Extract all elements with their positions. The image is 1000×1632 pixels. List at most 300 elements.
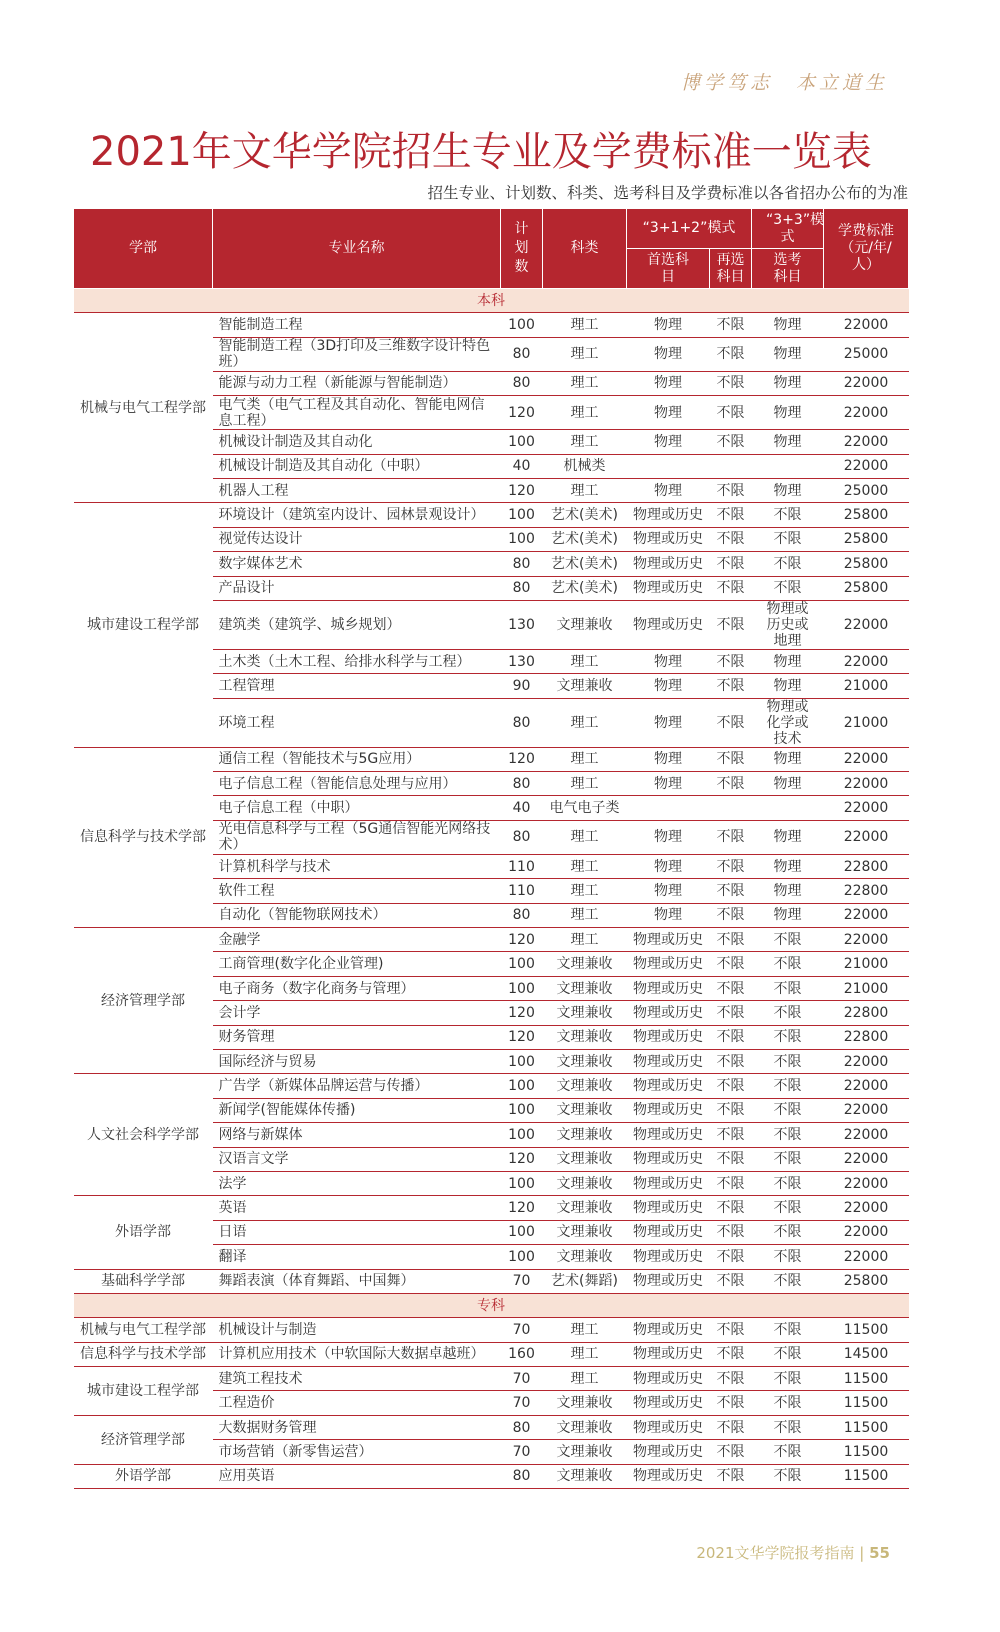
fee-cell: 25000 [824,337,909,371]
second-subject-cell: 不限 [710,1171,752,1195]
section-label: 本科 [74,289,909,313]
fee-cell: 22000 [824,1049,909,1073]
major-cell: 新闻学(智能媒体传播) [213,1098,501,1122]
second-subject-cell: 不限 [710,820,752,854]
first-subject-cell: 物理或历史 [627,503,710,527]
first-subject-cell: 物理或历史 [627,1098,710,1122]
table-body [74,289,909,1489]
col-header-first: 首选科目 [627,249,710,289]
elective-cell: 物理 [752,772,824,796]
elective-cell: 物理 [752,854,824,878]
plan-cell: 80 [501,772,543,796]
major-cell: 电子信息工程（中职） [213,796,501,820]
second-subject-cell: 不限 [710,430,752,454]
fee-cell: 22000 [824,396,909,430]
first-subject-cell: 物理或历史 [627,1415,710,1439]
major-cell: 工程管理 [213,674,501,698]
fee-cell: 22000 [824,600,909,649]
footer-separator: | [859,1544,865,1562]
first-subject-cell: 物理 [627,674,710,698]
plan-cell: 80 [501,552,543,576]
plan-cell: 160 [501,1342,543,1366]
second-subject-cell: 不限 [710,674,752,698]
category-cell: 文理兼收 [543,1220,627,1244]
table-row [74,1269,909,1293]
second-subject-cell: 不限 [710,1196,752,1220]
col-header-second: 再选科目 [710,249,752,289]
first-subject-cell: 物理或历史 [627,1049,710,1073]
dept-cell: 人文社会科学学部 [74,1074,213,1196]
category-cell: 理工 [543,1342,627,1366]
second-subject-cell: 不限 [710,552,752,576]
dept-cell: 经济管理学部 [74,928,213,1074]
first-subject-cell: 物理 [627,903,710,927]
fee-cell: 22000 [824,313,909,337]
major-cell: 广告学（新媒体品牌运营与传播） [213,1074,501,1098]
plan-cell: 80 [501,576,543,600]
first-subject-cell: 物理 [627,698,710,747]
page-subtitle: 招生专业、计划数、科类、选考科目及学费标准以各省招办公布的为准 [427,184,908,202]
major-cell: 工程造价 [213,1391,501,1415]
major-cell: 数字媒体艺术 [213,552,501,576]
second-subject-cell: 不限 [710,478,752,502]
first-subject-cell: 物理或历史 [627,1001,710,1025]
first-subject-cell: 物理 [627,430,710,454]
plan-cell: 70 [501,1318,543,1342]
first-subject-cell: 物理或历史 [627,1245,710,1269]
second-subject-cell: 不限 [710,1220,752,1244]
dept-cell: 基础科学学部 [74,1269,213,1293]
category-cell: 文理兼收 [543,976,627,1000]
first-subject-cell: 物理或历史 [627,1269,710,1293]
major-cell: 光电信息科学与工程（5G通信智能光网络技术） [213,820,501,854]
category-cell: 艺术(美术) [543,503,627,527]
second-subject-cell: 不限 [710,1391,752,1415]
plan-cell: 100 [501,1171,543,1195]
plan-cell: 120 [501,478,543,502]
first-subject-cell: 物理或历史 [627,552,710,576]
first-subject-cell: 物理 [627,649,710,673]
section-row [74,289,909,313]
table-row [74,747,909,771]
plan-cell: 130 [501,600,543,649]
second-subject-cell: 不限 [710,747,752,771]
category-cell: 理工 [543,903,627,927]
fee-cell: 22000 [824,928,909,952]
fee-cell: 25800 [824,503,909,527]
major-cell: 计算机科学与技术 [213,854,501,878]
major-cell: 财务管理 [213,1025,501,1049]
second-subject-cell: 不限 [710,1440,752,1464]
first-subject-cell: 物理或历史 [627,1391,710,1415]
major-cell: 能源与动力工程（新能源与智能制造） [213,371,501,395]
major-cell: 环境工程 [213,698,501,747]
category-cell: 文理兼收 [543,1245,627,1269]
fee-cell: 25800 [824,552,909,576]
category-cell: 理工 [543,396,627,430]
major-cell: 电子商务（数字化商务与管理） [213,976,501,1000]
first-subject-cell: 物理或历史 [627,576,710,600]
first-subject-cell: 物理或历史 [627,1025,710,1049]
fee-cell: 22000 [824,454,909,478]
elective-cell: 不限 [752,928,824,952]
page-footer [696,1542,890,1563]
plan-cell: 100 [501,430,543,454]
elective-cell: 不限 [752,1464,824,1488]
category-cell: 文理兼收 [543,1440,627,1464]
major-cell: 智能制造工程（3D打印及三维数字设计特色班） [213,337,501,371]
second-subject-cell: 不限 [710,1025,752,1049]
elective-cell: 物理 [752,903,824,927]
second-subject-cell: 不限 [710,879,752,903]
plan-cell: 70 [501,1440,543,1464]
category-cell: 理工 [543,478,627,502]
fee-cell: 22000 [824,903,909,927]
motto: 博学笃志 本立道生 [680,72,888,94]
dept-cell: 城市建设工程学部 [74,1367,213,1416]
second-subject-cell: 不限 [710,1464,752,1488]
table-row [74,1342,909,1366]
first-subject-cell: 物理或历史 [627,527,710,551]
elective-cell: 不限 [752,503,824,527]
elective-cell: 物理或历史或地理 [752,600,824,649]
second-subject-cell: 不限 [710,976,752,1000]
category-cell: 理工 [543,337,627,371]
major-cell: 智能制造工程 [213,313,501,337]
plan-cell: 90 [501,674,543,698]
category-cell: 理工 [543,698,627,747]
second-subject-cell: 不限 [710,1269,752,1293]
first-subject-cell: 物理或历史 [627,1367,710,1391]
category-cell: 文理兼收 [543,1147,627,1171]
col-header-plan: 计划数 [501,209,543,289]
category-cell: 艺术(美术) [543,576,627,600]
elective-cell: 物理 [752,820,824,854]
second-subject-cell: 不限 [710,576,752,600]
category-cell: 理工 [543,747,627,771]
plan-cell: 100 [501,1049,543,1073]
category-cell: 艺术(舞蹈) [543,1269,627,1293]
fee-cell: 22800 [824,1025,909,1049]
plan-cell: 100 [501,1123,543,1147]
major-cell: 机械设计制造及其自动化（中职） [213,454,501,478]
plan-cell: 70 [501,1367,543,1391]
first-subject-cell: 物理或历史 [627,600,710,649]
major-cell: 视觉传达设计 [213,527,501,551]
elective-cell: 不限 [752,952,824,976]
category-cell: 文理兼收 [543,1415,627,1439]
fee-cell: 22800 [824,879,909,903]
fee-cell: 22000 [824,820,909,854]
elective-cell: 不限 [752,576,824,600]
category-cell: 文理兼收 [543,952,627,976]
col-header-major: 专业名称 [213,209,501,289]
category-cell: 文理兼收 [543,1196,627,1220]
fee-cell: 22000 [824,1074,909,1098]
second-subject-cell: 不限 [710,396,752,430]
major-cell: 舞蹈表演（体育舞蹈、中国舞） [213,1269,501,1293]
dept-cell: 外语学部 [74,1196,213,1269]
second-subject-cell: 不限 [710,1098,752,1122]
major-cell: 英语 [213,1196,501,1220]
category-cell: 理工 [543,879,627,903]
fee-cell: 25800 [824,576,909,600]
second-subject-cell: 不限 [710,1415,752,1439]
plan-cell: 70 [501,1391,543,1415]
fee-cell: 11500 [824,1415,909,1439]
elective-cell: 物理或化学或技术 [752,698,824,747]
elective-cell: 不限 [752,1074,824,1098]
elective-cell: 物理 [752,649,824,673]
dept-cell: 信息科学与技术学部 [74,1342,213,1366]
fee-cell: 22000 [824,1147,909,1171]
plan-cell: 110 [501,854,543,878]
plan-cell: 100 [501,1074,543,1098]
plan-cell: 40 [501,454,543,478]
category-cell: 理工 [543,1318,627,1342]
plan-cell: 110 [501,879,543,903]
elective-cell: 不限 [752,1025,824,1049]
table-row [74,1367,909,1391]
elective-cell: 不限 [752,1391,824,1415]
first-subject-cell [627,796,710,820]
category-cell: 理工 [543,430,627,454]
first-subject-cell: 物理 [627,772,710,796]
fee-cell: 22000 [824,1245,909,1269]
plan-cell: 80 [501,820,543,854]
plan-cell: 120 [501,396,543,430]
plan-cell: 120 [501,1001,543,1025]
elective-cell: 不限 [752,1367,824,1391]
col-header-fee: 学费标准（元/年/人） [824,209,909,289]
second-subject-cell: 不限 [710,1049,752,1073]
first-subject-cell: 物理或历史 [627,1123,710,1147]
second-subject-cell: 不限 [710,600,752,649]
elective-cell: 物理 [752,396,824,430]
second-subject-cell: 不限 [710,1074,752,1098]
category-cell: 文理兼收 [543,600,627,649]
plan-cell: 80 [501,903,543,927]
elective-cell: 不限 [752,1171,824,1195]
first-subject-cell: 物理或历史 [627,1440,710,1464]
first-subject-cell: 物理或历史 [627,952,710,976]
dept-cell: 机械与电气工程学部 [74,1318,213,1342]
category-cell: 理工 [543,854,627,878]
dept-cell: 经济管理学部 [74,1415,213,1464]
col-header-mode312: “3+1+2”模式 [627,209,752,249]
first-subject-cell: 物理或历史 [627,1220,710,1244]
plan-cell: 80 [501,1415,543,1439]
fee-cell: 22000 [824,1220,909,1244]
elective-cell: 不限 [752,1123,824,1147]
table-row [74,928,909,952]
first-subject-cell: 物理或历史 [627,1342,710,1366]
major-cell: 国际经济与贸易 [213,1049,501,1073]
major-cell: 产品设计 [213,576,501,600]
fee-cell: 11500 [824,1318,909,1342]
fee-cell: 21000 [824,698,909,747]
col-header-category: 科类 [543,209,627,289]
major-cell: 会计学 [213,1001,501,1025]
elective-cell: 不限 [752,1049,824,1073]
second-subject-cell: 不限 [710,698,752,747]
category-cell: 艺术(美术) [543,527,627,551]
category-cell: 理工 [543,313,627,337]
major-cell: 软件工程 [213,879,501,903]
category-cell: 文理兼收 [543,1025,627,1049]
fee-cell: 11500 [824,1367,909,1391]
plan-cell: 80 [501,1464,543,1488]
plan-cell: 120 [501,1147,543,1171]
elective-cell: 不限 [752,527,824,551]
category-cell: 文理兼收 [543,1464,627,1488]
fee-cell: 22000 [824,1123,909,1147]
plan-cell: 100 [501,313,543,337]
fee-cell: 22000 [824,649,909,673]
major-cell: 建筑工程技术 [213,1367,501,1391]
elective-cell: 物理 [752,371,824,395]
fee-cell: 22000 [824,430,909,454]
fee-cell: 22800 [824,1001,909,1025]
category-cell: 理工 [543,772,627,796]
table-row [74,1415,909,1439]
category-cell: 艺术(美术) [543,552,627,576]
major-cell: 网络与新媒体 [213,1123,501,1147]
fee-cell: 22000 [824,1196,909,1220]
fee-cell: 22000 [824,772,909,796]
major-cell: 工商管理(数字化企业管理) [213,952,501,976]
col-header-elective: 选考科目 [752,249,824,289]
elective-cell [752,796,824,820]
footer-guide-title: 2021文华学院报考指南 [696,1544,855,1562]
elective-cell: 不限 [752,1220,824,1244]
table-row [74,503,909,527]
table-header [74,209,909,289]
second-subject-cell: 不限 [710,1318,752,1342]
first-subject-cell: 物理或历史 [627,1147,710,1171]
fee-cell: 22000 [824,796,909,820]
fee-cell: 25800 [824,1269,909,1293]
major-cell: 计算机应用技术（中软国际大数据卓越班） [213,1342,501,1366]
plan-cell: 80 [501,337,543,371]
major-cell: 机械设计制造及其自动化 [213,430,501,454]
second-subject-cell: 不限 [710,1001,752,1025]
plan-cell: 100 [501,1220,543,1244]
elective-cell: 物理 [752,478,824,502]
elective-cell: 物理 [752,747,824,771]
second-subject-cell: 不限 [710,1245,752,1269]
category-cell: 文理兼收 [543,1001,627,1025]
elective-cell: 不限 [752,1318,824,1342]
elective-cell: 不限 [752,1147,824,1171]
first-subject-cell: 物理或历史 [627,1196,710,1220]
major-cell: 日语 [213,1220,501,1244]
first-subject-cell: 物理或历史 [627,976,710,1000]
fee-cell: 21000 [824,976,909,1000]
section-row [74,1293,909,1317]
category-cell: 文理兼收 [543,674,627,698]
category-cell: 理工 [543,820,627,854]
fee-cell: 25800 [824,527,909,551]
category-cell: 文理兼收 [543,1171,627,1195]
second-subject-cell [710,454,752,478]
elective-cell: 不限 [752,976,824,1000]
elective-cell: 不限 [752,552,824,576]
first-subject-cell: 物理或历史 [627,1171,710,1195]
category-cell: 文理兼收 [543,1074,627,1098]
table-row [74,313,909,337]
major-cell: 汉语言文学 [213,1147,501,1171]
fee-cell: 11500 [824,1440,909,1464]
page-title: 2021年文华学院招生专业及学费标准一览表 [90,129,872,175]
dept-cell: 机械与电气工程学部 [74,313,213,503]
fee-cell: 11500 [824,1391,909,1415]
elective-cell: 不限 [752,1415,824,1439]
second-subject-cell: 不限 [710,503,752,527]
plan-cell: 120 [501,928,543,952]
first-subject-cell [627,454,710,478]
fee-cell: 22000 [824,371,909,395]
plan-cell: 120 [501,1196,543,1220]
major-cell: 大数据财务管理 [213,1415,501,1439]
second-subject-cell: 不限 [710,854,752,878]
plan-cell: 130 [501,649,543,673]
major-cell: 土木类（土木工程、给排水科学与工程） [213,649,501,673]
elective-cell: 不限 [752,1001,824,1025]
second-subject-cell: 不限 [710,337,752,371]
major-cell: 环境设计（建筑室内设计、园林景观设计） [213,503,501,527]
fee-cell: 11500 [824,1464,909,1488]
first-subject-cell: 物理或历史 [627,1464,710,1488]
second-subject-cell: 不限 [710,371,752,395]
plan-cell: 120 [501,1025,543,1049]
fee-cell: 22000 [824,1098,909,1122]
major-cell: 建筑类（建筑学、城乡规划） [213,600,501,649]
major-cell: 电子信息工程（智能信息处理与应用） [213,772,501,796]
second-subject-cell: 不限 [710,1147,752,1171]
first-subject-cell: 物理 [627,879,710,903]
col-header-dept: 学部 [74,209,213,289]
plan-cell: 40 [501,796,543,820]
category-cell: 文理兼收 [543,1123,627,1147]
category-cell: 文理兼收 [543,1391,627,1415]
first-subject-cell: 物理或历史 [627,1318,710,1342]
elective-cell: 物理 [752,337,824,371]
second-subject-cell: 不限 [710,772,752,796]
admissions-table [73,208,909,1489]
major-cell: 市场营销（新零售运营） [213,1440,501,1464]
table-row [74,1318,909,1342]
fee-cell: 25000 [824,478,909,502]
elective-cell: 不限 [752,1245,824,1269]
first-subject-cell: 物理或历史 [627,1074,710,1098]
fee-cell: 22800 [824,854,909,878]
first-subject-cell: 物理 [627,478,710,502]
category-cell: 文理兼收 [543,1098,627,1122]
second-subject-cell: 不限 [710,1367,752,1391]
fee-cell: 21000 [824,674,909,698]
dept-cell: 城市建设工程学部 [74,503,213,747]
first-subject-cell: 物理或历史 [627,928,710,952]
major-cell: 自动化（智能物联网技术） [213,903,501,927]
plan-cell: 100 [501,1245,543,1269]
dept-cell: 外语学部 [74,1464,213,1488]
plan-cell: 80 [501,698,543,747]
elective-cell: 物理 [752,430,824,454]
second-subject-cell: 不限 [710,928,752,952]
first-subject-cell: 物理 [627,820,710,854]
plan-cell: 100 [501,1098,543,1122]
